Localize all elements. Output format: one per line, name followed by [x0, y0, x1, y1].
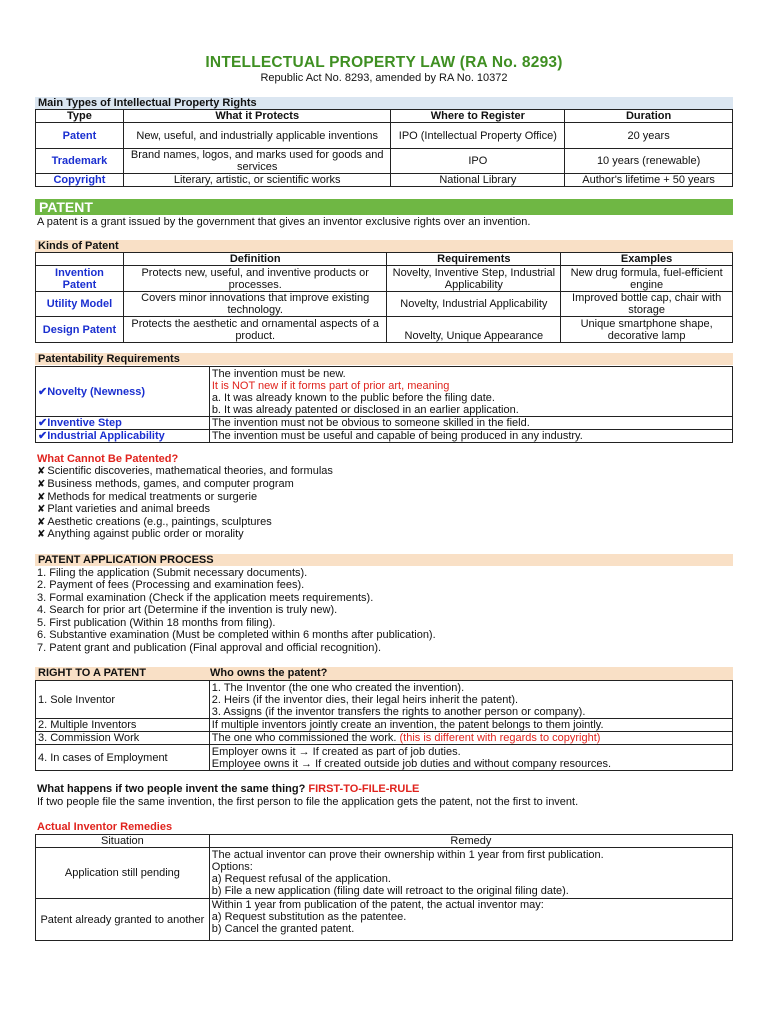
protects-cell: Brand names, logos, and marks used for goods and services	[123, 149, 391, 174]
kinds-heading: Kinds of Patent	[35, 240, 733, 252]
table-row	[36, 899, 733, 941]
pending-label: Application still pending	[36, 848, 210, 899]
employment-detail-cell	[209, 745, 732, 771]
pending-line: The actual inventor can prove their ownership within 1 year from first publication.	[211, 849, 604, 861]
protects-cell: Literary, artistic, or scientific works	[123, 174, 391, 187]
kinds-col-definition: Definition	[123, 253, 387, 266]
types-heading: Main Types of Intellectual Property Rights	[35, 97, 733, 109]
granted-line: Within 1 year from publication of the patent, the actual inventor may:	[211, 899, 544, 911]
cross-icon: ✘	[37, 466, 46, 477]
types-table	[35, 109, 733, 187]
register-cell: National Library	[391, 174, 565, 187]
granted-label: Patent already granted to another	[36, 899, 210, 941]
table-row	[36, 719, 733, 732]
process-step: 4. Search for prior art (Determine if the invention is truly new).	[37, 604, 338, 616]
granted-detail-cell	[209, 899, 732, 941]
process-step: 2. Payment of fees (Processing and examination fees).	[37, 579, 305, 591]
check-icon: ✔	[38, 417, 48, 429]
examples-cell: Unique smartphone shape, decorative lamp	[561, 317, 733, 343]
list-item	[37, 465, 333, 479]
cross-icon: ✘	[37, 504, 46, 515]
table-row	[36, 266, 733, 292]
commission-detail-cell	[209, 732, 732, 745]
table-row	[36, 732, 733, 745]
pending-line: Options:	[211, 861, 253, 873]
table-row	[36, 681, 733, 719]
list-item-text: Aesthetic creations (e.g., paintings, sculptures	[47, 516, 272, 528]
commission-detail: The one who commissioned the work.	[211, 732, 397, 744]
duration-cell: Author's lifetime + 50 years	[565, 174, 733, 187]
first-to-file-question-line	[37, 783, 419, 796]
list-item-text: Plant varieties and animal breeds	[47, 503, 211, 515]
patent-intro: A patent is a grant issued by the government that gives an inventor exclusive rights over an invention.	[37, 216, 531, 228]
novelty-label: Novelty (Newness)	[47, 385, 146, 398]
list-item	[37, 503, 210, 517]
duration-cell: 10 years (renewable)	[565, 149, 733, 174]
granted-line: a) Request substitution as the patentee.	[211, 911, 407, 923]
table-row	[36, 149, 733, 174]
table-row	[36, 430, 733, 443]
kind-cell: Design Patent	[36, 317, 124, 343]
types-col-type: Type	[36, 110, 124, 123]
pending-detail-cell	[209, 848, 732, 899]
remedies-col-remedy: Remedy	[209, 835, 732, 848]
sole-line: 3. Assigns (if the inventor transfers the rights to another person or company).	[211, 705, 586, 718]
patent-band: PATENT	[35, 199, 733, 215]
type-cell: Copyright	[36, 174, 124, 187]
novelty-line: b. It was already patented or disclosed in an earlier application.	[211, 403, 519, 416]
inventive-detail-cell: The invention must not be obvious to someone skilled in the field.	[209, 417, 732, 430]
kinds-col-requirements: Requirements	[387, 253, 561, 266]
page-subtitle: Republic Act No. 8293, amended by RA No. 10372	[260, 72, 508, 84]
cross-icon: ✘	[37, 517, 46, 528]
novelty-line: a. It was already known to the public before the filing date.	[211, 391, 495, 404]
protects-cell: New, useful, and industrially applicable inventions	[123, 123, 391, 149]
first-to-file-question: What happens if two people invent the same thing?	[37, 783, 306, 795]
table-row	[36, 367, 733, 417]
cannot-patent-heading: What Cannot Be Patented?	[37, 453, 179, 465]
novelty-detail-cell	[209, 367, 732, 417]
process-heading: PATENT APPLICATION PROCESS	[35, 554, 733, 566]
granted-line: b) Cancel the granted patent.	[211, 923, 355, 935]
list-item	[37, 478, 294, 492]
cross-icon: ✘	[37, 479, 46, 490]
list-item	[37, 528, 244, 542]
examples-cell: Improved bottle cap, chair with storage	[561, 292, 733, 317]
page-title: INTELLECTUAL PROPERTY LAW (RA No. 8293)	[205, 54, 563, 71]
types-col-register: Where to Register	[391, 110, 565, 123]
sole-line: 2. Heirs (if the inventor dies, their legal heirs inherit the patent).	[211, 693, 519, 706]
type-cell: Trademark	[36, 149, 124, 174]
check-icon: ✔	[38, 385, 48, 398]
kinds-table	[35, 252, 733, 343]
process-step: 6. Substantive examination (Must be completed within 6 months after publication).	[37, 629, 436, 641]
definition-cell: Covers minor innovations that improve existing technology.	[123, 292, 387, 317]
multiple-label: 2. Multiple Inventors	[36, 719, 210, 732]
definition-cell: Protects the aesthetic and ornamental aspects of a product.	[123, 317, 387, 343]
definition-cell: Protects new, useful, and inventive products or processes.	[123, 266, 387, 292]
table-row	[36, 174, 733, 187]
kinds-col-blank	[36, 253, 124, 266]
types-col-protects: What it Protects	[123, 110, 391, 123]
employment-line: Employee owns it → If created outside job duties and without company resources.	[211, 757, 612, 770]
commission-note: (this is different with regards to copyright)	[399, 732, 601, 744]
patentability-table	[35, 366, 733, 443]
remedies-table	[35, 834, 733, 941]
duration-cell: 20 years	[565, 123, 733, 149]
right-subheading: Who owns the patent?	[210, 667, 328, 679]
table-row	[36, 292, 733, 317]
right-table	[35, 680, 733, 771]
pending-line: a) Request refusal of the application.	[211, 873, 391, 885]
pending-line: b) File a new application (filing date will retroact to the original filing date).	[211, 885, 569, 897]
table-row	[36, 317, 733, 343]
novelty-line: The invention must be new.	[211, 367, 346, 380]
process-step: 7. Patent grant and publication (Final approval and official recognition).	[37, 642, 382, 654]
remedies-col-situation: Situation	[36, 835, 210, 848]
examples-cell: New drug formula, fuel-efficient engine	[561, 266, 733, 292]
inventive-label: Inventive Step	[47, 417, 122, 429]
table-row	[36, 745, 733, 771]
inventive-label-cell	[36, 417, 210, 430]
register-cell: IPO	[391, 149, 565, 174]
commission-label: 3. Commission Work	[36, 732, 210, 745]
list-item-text: Methods for medical treatments or surgerie	[47, 491, 258, 503]
sole-line: 1. The Inventor (the one who created the invention).	[211, 681, 465, 694]
sole-detail-cell	[209, 681, 732, 719]
novelty-label-cell	[36, 367, 210, 417]
table-row	[36, 848, 733, 899]
kind-cell: Utility Model	[36, 292, 124, 317]
process-step: 1. Filing the application (Submit necessary documents).	[37, 567, 308, 579]
requirements-cell: Novelty, Inventive Step, Industrial Applicability	[387, 266, 561, 292]
table-row	[36, 123, 733, 149]
patentability-heading: Patentability Requirements	[35, 353, 733, 365]
industrial-detail-cell: The invention must be useful and capable of being produced in any industry.	[209, 430, 732, 443]
process-step: 5. First publication (Within 18 months from filing).	[37, 617, 276, 629]
first-to-file-text: If two people file the same invention, the first person to file the application gets the patent, not the first to invent.	[37, 796, 579, 808]
employment-label: 4. In cases of Employment	[36, 745, 210, 771]
process-step: 3. Formal examination (Check if the application meets requirements).	[37, 592, 374, 604]
right-heading-band	[35, 667, 733, 680]
industrial-label: Industrial Applicability	[47, 430, 165, 442]
industrial-label-cell	[36, 430, 210, 443]
types-col-duration: Duration	[565, 110, 733, 123]
type-cell: Patent	[36, 123, 124, 149]
list-item-text: Scientific discoveries, mathematical theories, and formulas	[47, 465, 333, 477]
table-row	[36, 417, 733, 430]
cross-icon: ✘	[37, 529, 46, 540]
novelty-line: It is NOT new if it forms part of prior art, meaning	[211, 379, 450, 392]
cross-icon: ✘	[37, 492, 46, 503]
kind-cell: Invention Patent	[36, 266, 124, 292]
register-cell: IPO (Intellectual Property Office)	[391, 123, 565, 149]
check-icon: ✔	[38, 430, 48, 442]
remedies-heading: Actual Inventor Remedies	[37, 821, 173, 833]
multiple-detail: If multiple inventors jointly create an invention, the patent belongs to them jointly.	[209, 719, 732, 732]
employment-line: Employer owns it → If created as part of job duties.	[211, 745, 461, 758]
first-to-file-rule: FIRST-TO-FILE-RULE	[308, 783, 420, 795]
right-heading: RIGHT TO A PATENT	[38, 667, 146, 679]
requirements-cell: Novelty, Industrial Applicability	[387, 292, 561, 317]
list-item-text: Business methods, games, and computer program	[47, 478, 294, 490]
kinds-col-examples: Examples	[561, 253, 733, 266]
list-item-text: Anything against public order or morality	[47, 528, 244, 540]
sole-label: 1. Sole Inventor	[36, 681, 210, 719]
requirements-cell: Novelty, Unique Appearance	[387, 317, 561, 343]
